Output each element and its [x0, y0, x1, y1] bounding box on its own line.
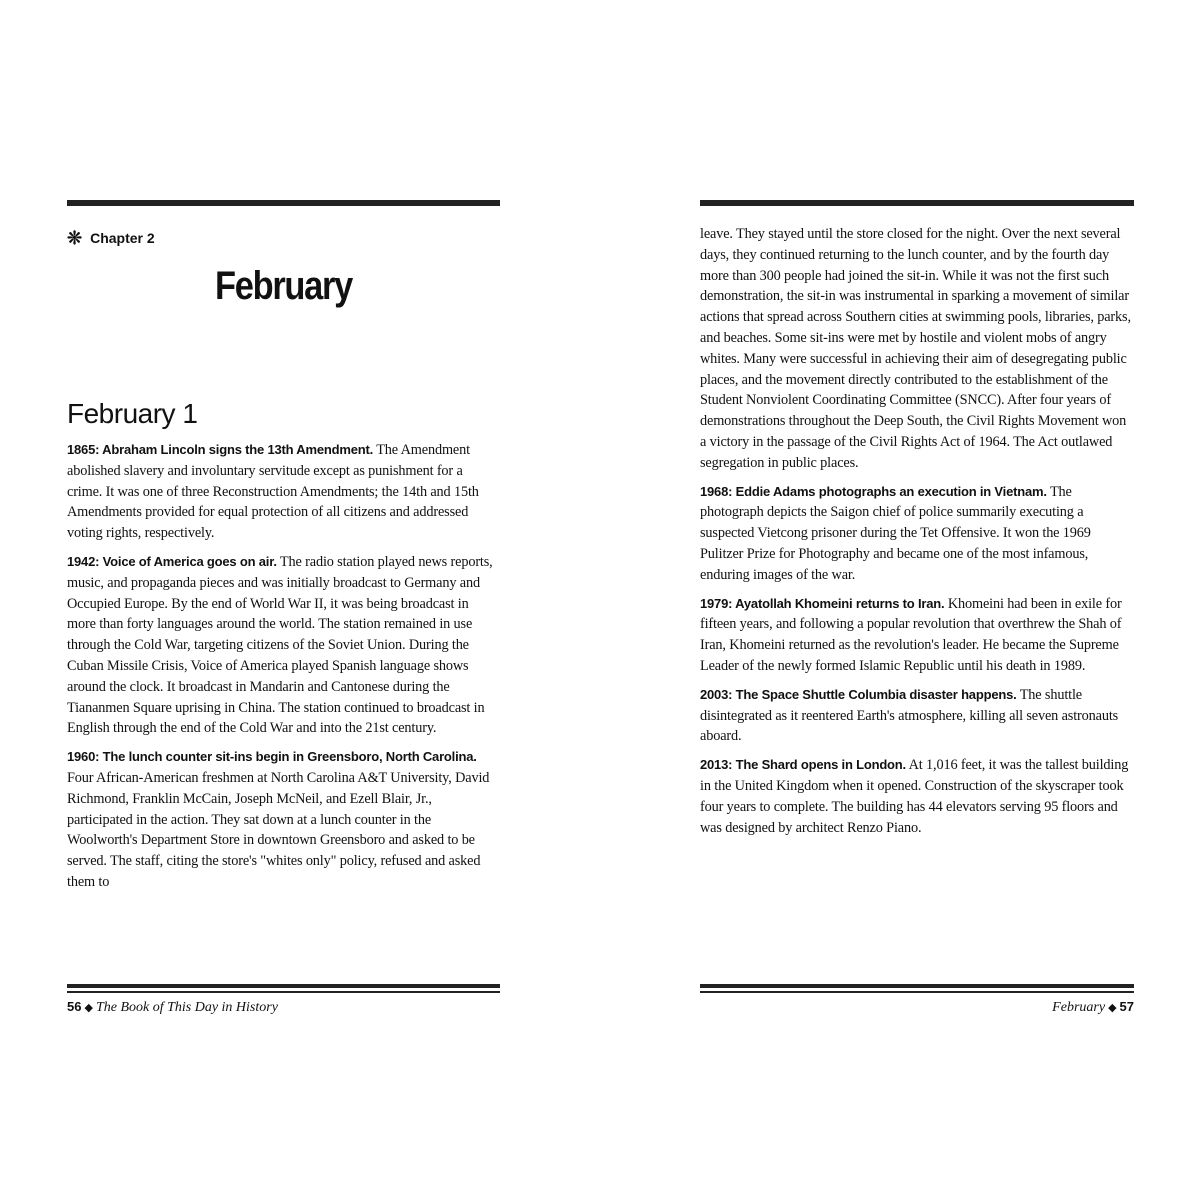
book-title: The Book of This Day in History [95, 1000, 278, 1015]
entry-text: The radio station played news reports, music, and propaganda pieces and was initially broadcast to Germany and Occupied Europe. By the end of World War II, it was being broadcast in more than forty languages around the world. The station remained in use through the Cold War, targeting citizens of the Soviet Union. During the Cuban Missile Crisis, Voice of America played Spanish language shows around the clock. It broadcast in Mandarin and Cantonese during the Tiananmen Square uprising in China. The station continued to broadcast in English through the end of the Cold War and into the 21st century. [67, 553, 493, 737]
top-rule [67, 200, 500, 206]
entry-2003 [700, 685, 1134, 747]
top-rule [700, 200, 1134, 206]
right-page [700, 0, 1134, 1200]
chapter-label: Chapter 2 [90, 230, 155, 246]
snowflake-icon: ❊ [67, 228, 83, 248]
left-footer [67, 999, 500, 1016]
left-body-text [67, 440, 500, 901]
entry-text: Four African-American freshmen at North Carolina A&T University, David Richmond, Franklin McCain, Joseph McNeil, and Ezell Blair, Jr., participated in the action. They sat down at a lunch counter in the Woolworth's Department Store in downtown Greensboro and asked to be served. The staff, citing the store's "whites only" policy, refused and asked them to [67, 769, 490, 890]
right-footer [700, 999, 1134, 1016]
footer-bullet: ◆ [1108, 1002, 1117, 1014]
entry-1968 [700, 482, 1134, 586]
entry-lead: 1865: Abraham Lincoln signs the 13th Amendment. [67, 442, 374, 457]
chapter-title: February [215, 264, 352, 308]
entry-continuation: leave. They stayed until the store closed for the night. Over the next several days, they continued returning to the lunch counter, and by the fourth day more than 300 people had joined the sit-in. While it was not the first such demonstration, the sit-in was instrumental in sparking a movement of similar actions that spread across Southern cities at swimming pools, libraries, parks, and beaches. Some sit-ins were met by hostile and violent mobs of angry whites. Many were successful in achieving their aim of desegregating public places, and the movement directly contributed to the establishment of the Student Nonviolent Coordinating Committee (SNCC). After four years of demonstrations throughout the Deep South, the Civil Rights Movement won a victory in the passage of the Civil Rights Act of 1964. The Act outlawed segregation in public places. [700, 226, 1131, 471]
entry-lead: 1942: Voice of America goes on air. [67, 553, 277, 569]
entry-1960 [67, 747, 500, 893]
running-head: February [1052, 1000, 1106, 1015]
entry-1979 [700, 594, 1134, 677]
chapter-label-line [67, 229, 155, 247]
entry-text: The photograph depicts the Saigon chief of police summarily executing a suspected Vietcong prisoner during the Tet Offensive. It won the 1969 Pulitzer Prize for Photography and became one of the most infamous, enduring images of the war. [700, 483, 1091, 583]
bottom-rule [700, 984, 1134, 993]
day-heading: February 1 [67, 398, 198, 429]
entry-text: Khomeini had been in exile for fifteen years, and following a popular revolution that overthrew the Shah of Iran, Khomeini returned as the revolution's leader. He became the Supreme Leader of the newly formed Islamic Republic until his death in 1989. [700, 595, 1122, 674]
entry-lead: 1968: Eddie Adams photographs an execution in Vietnam. [700, 483, 1047, 499]
bottom-rule [67, 984, 500, 993]
left-page [67, 0, 500, 1200]
entry-lead: 1960: The lunch counter sit-ins begin in Greensboro, North Carolina. [67, 749, 477, 765]
entry-lead: 2003: The Space Shuttle Columbia disaster happens. [700, 686, 1017, 702]
entry-2013 [700, 755, 1134, 838]
page-number: 56 [67, 999, 82, 1014]
entry-lead: 2013: The Shard opens in London. [700, 757, 906, 773]
page-number: 57 [1119, 999, 1134, 1014]
entry-text: The shuttle disintegrated as it reentered Earth's atmosphere, killing all seven astronauts aboard. [700, 686, 1119, 745]
entry-text: At 1,016 feet, it was the tallest building in the United Kingdom when it opened. Construction of the skyscraper took four years to complete. The building has 44 elevators serving 95 floors and was designed by architect Renzo Piano. [700, 757, 1129, 836]
footer-bullet: ◆ [84, 1002, 93, 1014]
right-body-text [700, 224, 1134, 846]
entry-lead: 1979: Ayatollah Khomeini returns to Iran. [700, 595, 945, 611]
entry-text: The Amendment abolished slavery and involuntary servitude except as punishment for a crime. It was one of three Reconstruction Amendments; the 14th and 15th Amendments provided for equal protection of all citizens and addressed voting rights, respectively. [67, 442, 479, 542]
entry-1942 [67, 552, 500, 739]
entry-1865 [67, 440, 500, 544]
